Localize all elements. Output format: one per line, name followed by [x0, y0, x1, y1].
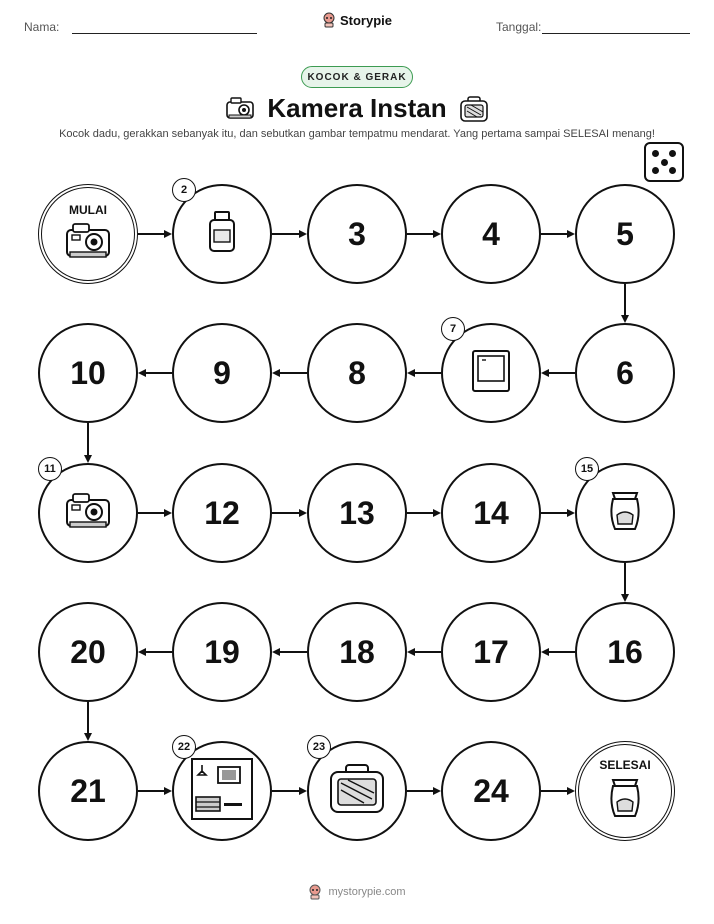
path-arrow	[138, 648, 172, 656]
space-number: 16	[607, 633, 643, 670]
path-arrow	[138, 230, 172, 238]
photo-print-icon	[470, 348, 512, 399]
space-number: 10	[70, 354, 106, 391]
board-space	[575, 602, 675, 702]
name-label: Nama:	[24, 20, 60, 34]
board-space	[307, 463, 407, 563]
board-space	[441, 184, 541, 284]
path-arrow	[407, 648, 441, 656]
instant-camera-icon	[64, 221, 112, 266]
space-number: 6	[616, 354, 634, 391]
board-space	[441, 602, 541, 702]
path-arrow	[621, 284, 629, 323]
instructions: Kocok dadu, gerakkan sebanyak itu, dan sebutkan gambar tempatmu mendarat. Yang pertama sampai SELESAI menang!	[59, 128, 655, 140]
path-arrow	[541, 230, 575, 238]
path-arrow	[272, 369, 307, 377]
board-space	[575, 184, 675, 284]
brand-name: Storypie	[339, 12, 392, 28]
board-space-picture	[172, 184, 272, 284]
board-space	[307, 323, 407, 423]
storypie-mascot-icon	[308, 884, 322, 900]
board-space	[172, 602, 272, 702]
path-arrow	[621, 563, 629, 602]
path-arrow	[138, 509, 172, 517]
glue-bottle-icon	[205, 210, 239, 259]
camera-bag-icon	[328, 763, 386, 820]
finish-label: SELESAI	[599, 757, 651, 772]
path-arrow	[84, 702, 92, 741]
board-space	[172, 463, 272, 563]
board-space	[441, 741, 541, 841]
board-space-picture	[172, 741, 272, 841]
path-arrow	[407, 369, 441, 377]
board-space-picture	[441, 323, 541, 423]
board-space-picture	[38, 463, 138, 563]
path-arrow	[407, 509, 441, 517]
board-space	[441, 463, 541, 563]
film-pouch-icon	[607, 489, 643, 538]
date-label: Tanggal:	[496, 20, 542, 34]
space-number: 14	[473, 494, 509, 531]
board-space-picture	[575, 463, 675, 563]
board-space	[172, 323, 272, 423]
board-space	[575, 323, 675, 423]
board-space	[38, 323, 138, 423]
board-space	[307, 184, 407, 284]
board-space-picture	[307, 741, 407, 841]
path-arrow	[272, 787, 307, 795]
finish-space	[575, 741, 675, 841]
space-number-badge: 23	[307, 735, 331, 759]
path-arrow	[272, 230, 307, 238]
path-arrow	[272, 648, 307, 656]
photo-desk-icon	[190, 757, 254, 826]
space-number: 20	[70, 633, 106, 670]
space-number-badge: 15	[575, 457, 599, 481]
path-arrow	[541, 787, 575, 795]
path-arrow	[541, 648, 575, 656]
film-pouch-icon	[607, 776, 643, 825]
path-arrow	[407, 230, 441, 238]
space-number-badge: 22	[172, 735, 196, 759]
space-number: 24	[473, 772, 509, 809]
instant-camera-icon	[64, 491, 112, 536]
path-arrow	[272, 509, 307, 517]
space-number: 9	[213, 354, 231, 391]
category-badge: KOCOK & GERAK	[301, 66, 413, 88]
footer-site: mystorypie.com	[328, 886, 406, 898]
board-space	[38, 741, 138, 841]
board-space	[307, 602, 407, 702]
space-number-badge: 7	[441, 317, 465, 341]
space-number-badge: 11	[38, 457, 62, 481]
start-space	[38, 184, 138, 284]
space-number: 18	[339, 633, 375, 670]
space-number: 21	[70, 772, 106, 809]
space-number-badge: 2	[172, 178, 196, 202]
path-arrow	[541, 509, 575, 517]
space-number: 8	[348, 354, 366, 391]
space-number: 12	[204, 494, 240, 531]
page-title: Kamera Instan	[267, 93, 447, 123]
footer	[0, 884, 714, 900]
path-arrow	[138, 369, 172, 377]
space-number: 19	[204, 633, 240, 670]
board-space	[38, 602, 138, 702]
start-label: MULAI	[69, 202, 107, 217]
space-number: 3	[348, 215, 366, 252]
space-number: 13	[339, 494, 375, 531]
path-arrow	[84, 423, 92, 463]
path-arrow	[138, 787, 172, 795]
path-arrow	[407, 787, 441, 795]
space-number: 4	[482, 215, 500, 252]
space-number: 5	[616, 215, 634, 252]
path-arrow	[541, 369, 575, 377]
space-number: 17	[473, 633, 509, 670]
